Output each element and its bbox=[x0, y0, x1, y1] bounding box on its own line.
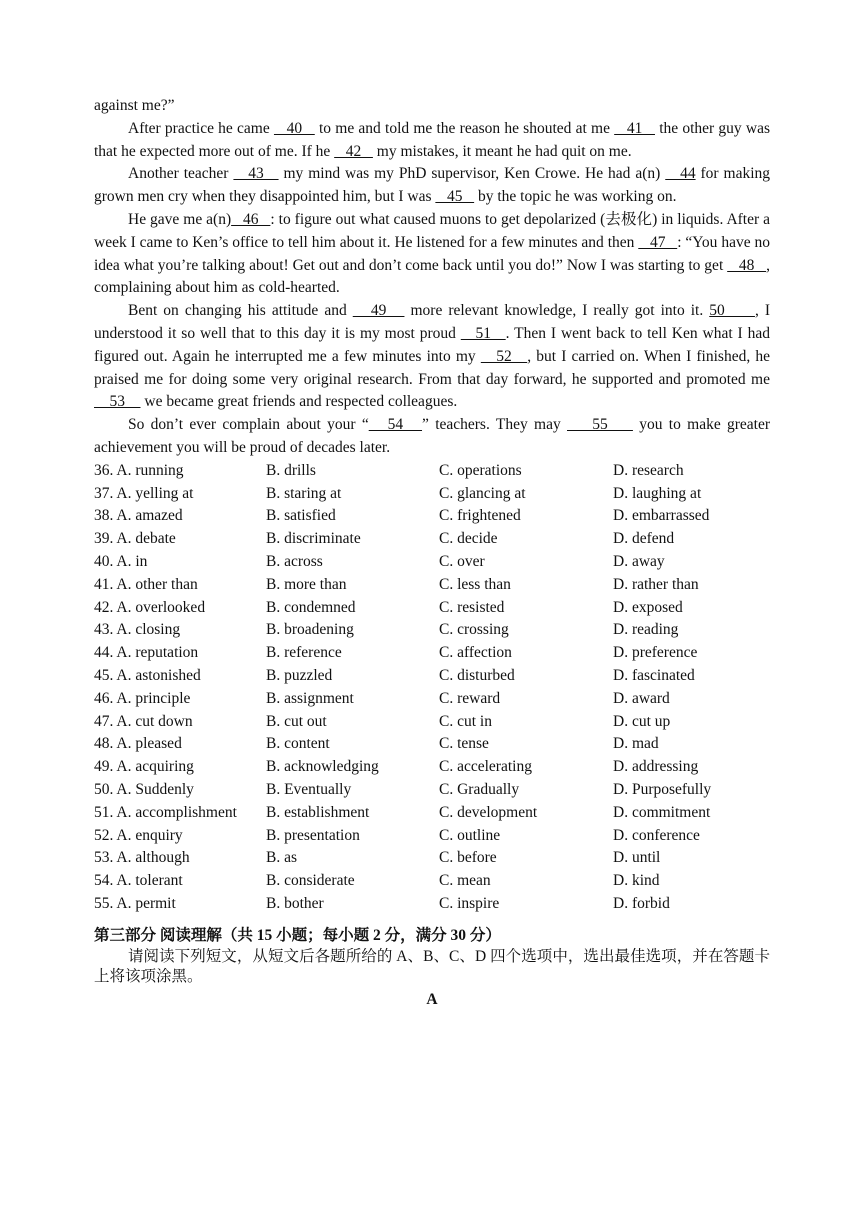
option-c: C. accelerating bbox=[439, 758, 532, 776]
text: to me and told me the reason he shouted at me bbox=[314, 119, 615, 137]
option-d: D. defend bbox=[613, 530, 675, 548]
text: we became great friends and respected colleagues. bbox=[140, 393, 458, 411]
text: , complaining about him as cold-hearted. bbox=[94, 256, 771, 297]
option-a: 51. A. accomplishment bbox=[94, 803, 237, 821]
text: , I understood it so well that to this day it is my most proud bbox=[94, 302, 771, 342]
text: So don’t ever complain about your “ bbox=[128, 416, 369, 434]
option-c: C. reward bbox=[439, 689, 501, 707]
text: After practice he came bbox=[128, 119, 274, 137]
option-d: D. rather than bbox=[613, 575, 699, 593]
option-row bbox=[94, 870, 770, 893]
option-d: D. reading bbox=[613, 621, 679, 639]
option-a: 52. A. enquiry bbox=[94, 826, 183, 844]
option-d: D. kind bbox=[613, 872, 660, 890]
text: against me?” bbox=[94, 97, 175, 114]
option-b: B. condemned bbox=[266, 598, 356, 616]
option-b: B. content bbox=[266, 735, 330, 753]
blank-51: 51 bbox=[460, 324, 506, 342]
option-b: B. as bbox=[266, 849, 297, 867]
text: He gave me a(n) bbox=[128, 210, 232, 228]
blank-50: 50 bbox=[709, 302, 755, 320]
blank-45: 45 bbox=[435, 188, 475, 206]
option-c: C. glancing at bbox=[439, 484, 526, 502]
option-d: D. award bbox=[613, 689, 670, 707]
blank-55: 55 bbox=[567, 416, 633, 434]
passage-paragraph-5 bbox=[94, 414, 770, 460]
section-title: 第三部分 阅读理解（共 15 小题；每小题 2 分，满分 30 分） bbox=[94, 926, 501, 944]
blank-43: 43 bbox=[233, 165, 279, 183]
option-c: C. before bbox=[439, 849, 497, 867]
option-row bbox=[94, 460, 770, 483]
option-d: D. addressing bbox=[613, 758, 699, 776]
option-c: C. over bbox=[439, 552, 485, 570]
blank-48: 48 bbox=[727, 256, 767, 274]
option-c: C. inspire bbox=[439, 894, 500, 912]
option-c: C. outline bbox=[439, 826, 501, 844]
option-c: C. less than bbox=[439, 575, 511, 593]
option-a: 49. A. acquiring bbox=[94, 758, 194, 776]
text: , but I carried on. When I finished, he praised me for doing some very original research. From that day forward, he supported and promoted me bbox=[94, 347, 770, 388]
option-row bbox=[94, 711, 770, 734]
option-b: B. broadening bbox=[266, 621, 354, 639]
blank-52: 52 bbox=[480, 347, 528, 365]
passage-paragraph-4 bbox=[94, 300, 770, 414]
option-a: 42. A. overlooked bbox=[94, 598, 206, 616]
option-row bbox=[94, 551, 770, 574]
option-row bbox=[94, 893, 770, 916]
option-row bbox=[94, 665, 770, 688]
option-c: C. disturbed bbox=[439, 666, 515, 684]
option-b: B. across bbox=[266, 552, 323, 570]
option-b: B. acknowledging bbox=[266, 758, 379, 776]
option-c: C. development bbox=[439, 803, 538, 821]
option-a: 40. A. in bbox=[94, 552, 148, 570]
option-a: 55. A. permit bbox=[94, 894, 176, 912]
option-b: B. discriminate bbox=[266, 530, 361, 548]
option-a: 41. A. other than bbox=[94, 575, 198, 593]
option-c: C. mean bbox=[439, 872, 491, 890]
option-b: B. assignment bbox=[266, 689, 354, 707]
option-a: 46. A. principle bbox=[94, 689, 191, 707]
option-d: D. exposed bbox=[613, 598, 683, 616]
option-d: D. until bbox=[613, 849, 661, 867]
option-a: 43. A. closing bbox=[94, 621, 181, 639]
option-a: 50. A. Suddenly bbox=[94, 780, 194, 798]
option-row bbox=[94, 642, 770, 665]
option-b: B. puzzled bbox=[266, 666, 333, 684]
option-row bbox=[94, 825, 770, 848]
option-d: D. preference bbox=[613, 644, 698, 662]
blank-49: 49 bbox=[352, 302, 405, 320]
option-a: 37. A. yelling at bbox=[94, 484, 194, 502]
option-row bbox=[94, 779, 770, 802]
blank-41: 41 bbox=[614, 119, 655, 137]
option-c: C. cut in bbox=[439, 712, 492, 730]
passage-paragraph-2 bbox=[94, 163, 770, 209]
option-c: C. frightened bbox=[439, 507, 521, 525]
text: : “You have no idea what you’re talking about! Get out and don’t come back until you do!” Now I was starting to get bbox=[94, 233, 770, 274]
option-c: C. resisted bbox=[439, 598, 505, 616]
option-row bbox=[94, 756, 770, 779]
text: more relevant knowledge, I really got into it. bbox=[404, 302, 710, 320]
option-b: B. establishment bbox=[266, 803, 370, 821]
text: my mind was my PhD supervisor, Ken Crowe. He had a(n) bbox=[278, 165, 666, 183]
option-a: 39. A. debate bbox=[94, 530, 176, 548]
option-b: B. cut out bbox=[266, 712, 327, 730]
option-row bbox=[94, 619, 770, 642]
option-d: D. research bbox=[613, 461, 684, 479]
text: ” teachers. They may bbox=[422, 416, 567, 434]
blank-44: 44 bbox=[665, 165, 696, 183]
option-d: D. forbid bbox=[613, 894, 670, 912]
blank-53: 53 bbox=[94, 393, 141, 411]
option-c: C. Gradually bbox=[439, 780, 520, 798]
option-d: D. laughing at bbox=[613, 484, 702, 502]
text: . Then I went back to tell Ken what I had figured out. Again he interrupted me a few minutes into my bbox=[94, 324, 770, 365]
option-a: 36. A. running bbox=[94, 461, 184, 479]
option-c: C. operations bbox=[439, 461, 522, 479]
option-d: D. embarrassed bbox=[613, 507, 710, 525]
option-b: B. satisfied bbox=[266, 507, 336, 525]
exam-page bbox=[94, 95, 770, 1011]
option-row bbox=[94, 597, 770, 620]
text: Another teacher bbox=[128, 165, 234, 183]
option-row bbox=[94, 733, 770, 756]
option-b: B. considerate bbox=[266, 872, 355, 890]
section-instruction: 请阅读下列短文，从短文后各题所给的 A、B、C、D 四个选项中，选出最佳选项，并在答题卡上将该项涂黑。 bbox=[94, 947, 770, 985]
option-row bbox=[94, 528, 770, 551]
option-a: 48. A. pleased bbox=[94, 735, 182, 753]
option-row bbox=[94, 847, 770, 870]
option-c: C. decide bbox=[439, 530, 498, 548]
option-c: C. affection bbox=[439, 644, 512, 662]
option-a: 38. A. amazed bbox=[94, 507, 183, 525]
option-d: D. away bbox=[613, 552, 665, 570]
option-a: 53. A. although bbox=[94, 849, 190, 867]
option-d: D. Purposefully bbox=[613, 780, 712, 798]
passage-paragraph-3 bbox=[94, 209, 770, 300]
blank-54: 54 bbox=[368, 416, 423, 434]
option-b: B. presentation bbox=[266, 826, 360, 844]
part-label: A bbox=[426, 990, 438, 1008]
passage-paragraph-1 bbox=[94, 118, 770, 164]
blank-42: 42 bbox=[334, 142, 373, 160]
option-a: 47. A. cut down bbox=[94, 712, 193, 730]
option-d: D. mad bbox=[613, 735, 659, 753]
option-d: D. commitment bbox=[613, 803, 711, 821]
text: the other guy was that he expected more out of me. If he bbox=[94, 119, 770, 160]
blank-47: 47 bbox=[638, 233, 678, 251]
text: : to figure out what caused muons to get depolarized (去极化) in liquids. After a week I came to Ken’s office to tell him about it. He listened for a few minutes and then bbox=[94, 210, 770, 251]
text: you to make greater achievement you will be proud of decades later. bbox=[94, 416, 771, 456]
option-b: B. reference bbox=[266, 644, 342, 662]
blank-46: 46 bbox=[231, 210, 271, 228]
option-row bbox=[94, 483, 770, 506]
text: my mistakes, it meant he had quit on me. bbox=[372, 142, 632, 160]
option-b: B. Eventually bbox=[266, 780, 352, 798]
blank-40: 40 bbox=[273, 119, 315, 137]
option-row bbox=[94, 574, 770, 597]
text: Bent on changing his attitude and bbox=[128, 302, 353, 320]
answer-options bbox=[94, 460, 770, 916]
passage-paragraph-0 bbox=[94, 95, 770, 118]
option-c: C. tense bbox=[439, 735, 489, 753]
option-d: D. conference bbox=[613, 826, 700, 844]
option-d: D. fascinated bbox=[613, 666, 695, 684]
option-a: 45. A. astonished bbox=[94, 666, 201, 684]
option-row bbox=[94, 688, 770, 711]
option-a: 44. A. reputation bbox=[94, 644, 199, 662]
option-b: B. bother bbox=[266, 894, 324, 912]
option-row bbox=[94, 802, 770, 825]
option-b: B. staring at bbox=[266, 484, 342, 502]
option-c: C. crossing bbox=[439, 621, 509, 639]
option-b: B. more than bbox=[266, 575, 347, 593]
option-b: B. drills bbox=[266, 461, 316, 479]
option-a: 54. A. tolerant bbox=[94, 872, 183, 890]
option-row bbox=[94, 505, 770, 528]
text: by the topic he was working on. bbox=[474, 188, 677, 206]
text: for making grown men cry when they disappointed him, but I was bbox=[94, 165, 771, 206]
option-d: D. cut up bbox=[613, 712, 671, 730]
